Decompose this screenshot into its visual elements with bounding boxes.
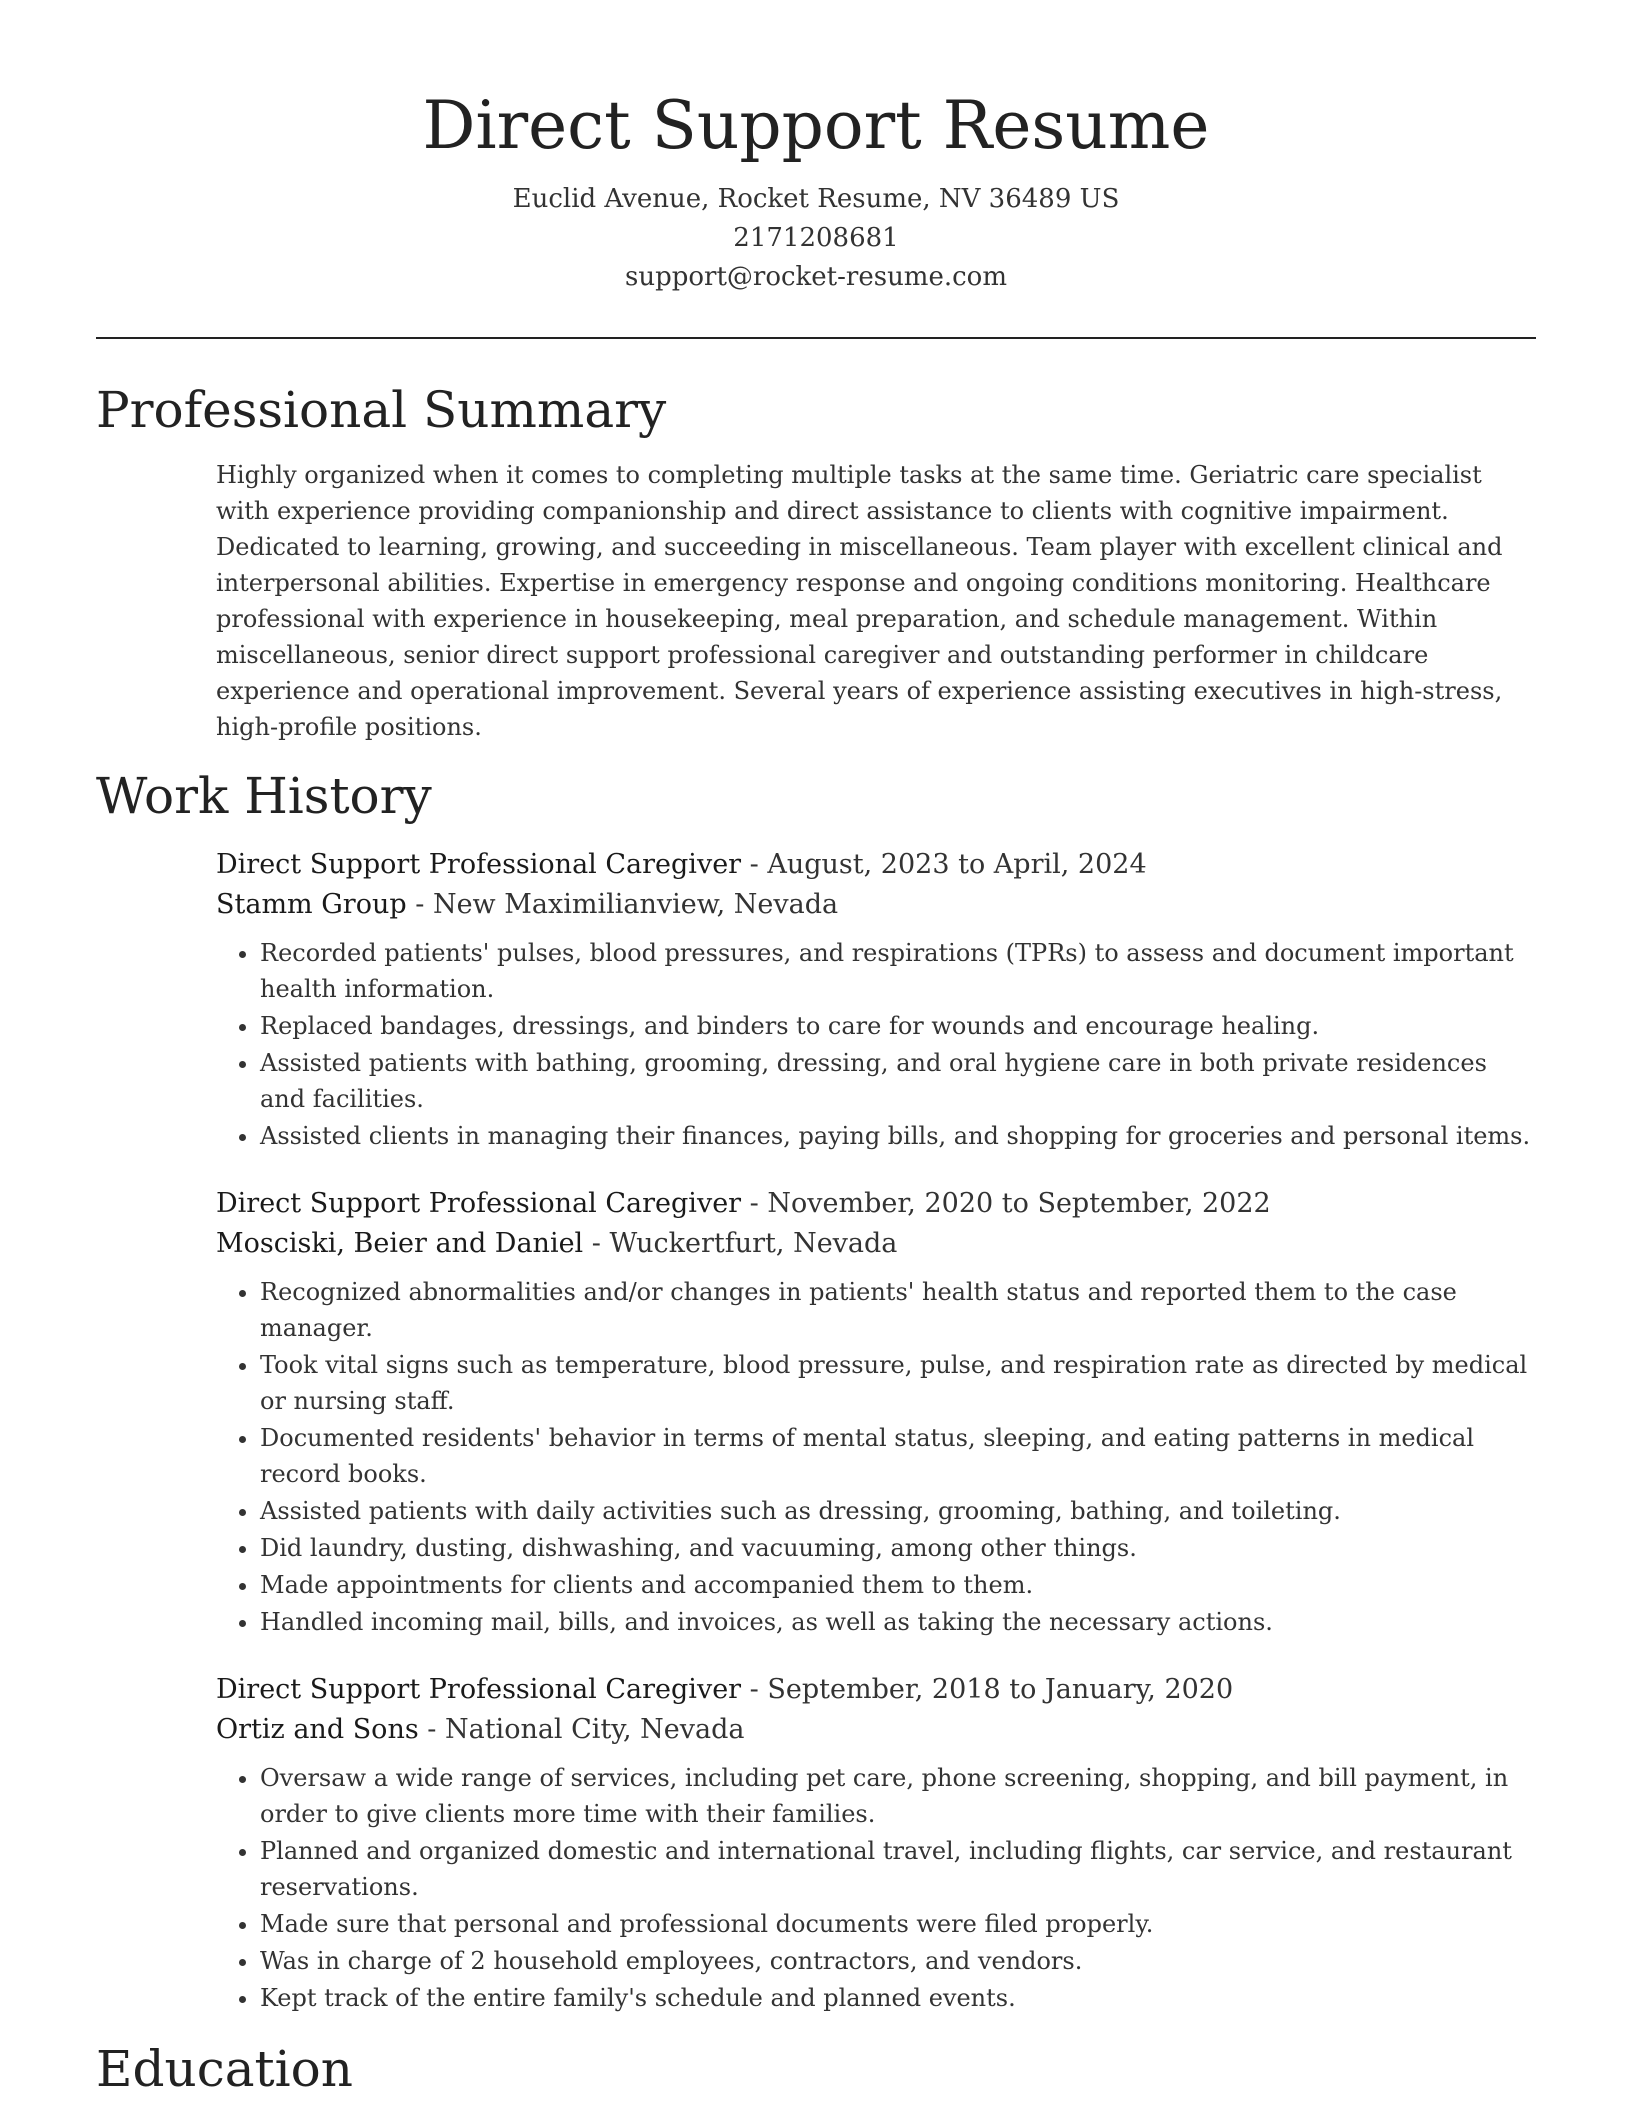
job-bullet: • Assisted patients with bathing, grooming, dressing, and oral hygiene care in both private residences and facilities. xyxy=(260,1045,1536,1117)
job-role: Direct Support Professional Caregiver xyxy=(216,1188,742,1219)
contact-address: Euclid Avenue, Rocket Resume, NV 36489 US xyxy=(512,184,1120,214)
job-bullet: • Oversaw a wide range of services, including pet care, phone screening, shopping, and bill payment, in order to give clients more time with their families. xyxy=(260,1760,1536,1832)
job-bullet: • Recognized abnormalities and/or changes in patients' health status and reported them to the case manager. xyxy=(260,1274,1536,1346)
job-separator: - xyxy=(583,1228,610,1259)
job-company: Stamm Group xyxy=(216,889,407,920)
job-bullet: • Planned and organized domestic and international travel, including flights, car service, and restaurant reservations. xyxy=(260,1833,1536,1905)
job-bullet: • Handled incoming mail, bills, and invoices, as well as taking the necessary actions. xyxy=(260,1604,1536,1640)
job-separator: - xyxy=(741,1674,768,1705)
job-bullets xyxy=(216,935,1536,1154)
job-location: New Maximilianview, Nevada xyxy=(432,889,839,920)
job-location: National City, Nevada xyxy=(444,1714,745,1745)
job-bullet: • Was in charge of 2 household employees, contractors, and vendors. xyxy=(260,1943,1536,1979)
job-bullet: • Replaced bandages, dressings, and binders to care for wounds and encourage healing. xyxy=(260,1008,1536,1044)
job-bullet: • Assisted clients in managing their finances, paying bills, and shopping for groceries and personal items. xyxy=(260,1118,1536,1154)
job-company-line xyxy=(216,1224,1536,1264)
job-bullets xyxy=(216,1760,1536,2016)
job-bullets xyxy=(216,1274,1536,1640)
contact-email: support@rocket-resume.com xyxy=(624,262,1007,292)
job-entry xyxy=(216,1184,1536,1640)
job-bullet: • Kept track of the entire family's schedule and planned events. xyxy=(260,1980,1536,2016)
job-separator: - xyxy=(406,889,433,920)
job-bullet: • Documented residents' behavior in terms of mental status, sleeping, and eating patterns in medical record books. xyxy=(260,1420,1536,1492)
header-divider xyxy=(96,337,1536,339)
resume-title: Direct Support Resume xyxy=(422,87,1210,164)
section-heading-work-history: Work History xyxy=(96,767,432,825)
job-bullet: • Made appointments for clients and accompanied them to them. xyxy=(260,1567,1536,1603)
job-dates: August, 2023 to April, 2024 xyxy=(767,849,1147,880)
job-company: Mosciski, Beier and Daniel xyxy=(216,1228,584,1259)
job-separator: - xyxy=(418,1714,445,1745)
job-entry xyxy=(216,845,1536,1154)
job-bullet: • Took vital signs such as temperature, blood pressure, pulse, and respiration rate as directed by medical or nursing staff. xyxy=(260,1347,1536,1419)
job-role: Direct Support Professional Caregiver xyxy=(216,1674,742,1705)
resume-page xyxy=(96,0,1536,2100)
summary-text: Highly organized when it comes to completing multiple tasks at the same time. Geriatric care specialist with experience providing companionship and direct assistance to clients with cognitive impairment. Dedicated to learning, growing, and succeeding in miscellaneous. Team player with excellent clinical and interpersonal abilities. Expertise in emergency response and ongoing conditions monitoring. Healthcare professional with experience in housekeeping, meal preparation, and schedule management. Within miscellaneous, senior direct support professional caregiver and outstanding performer in childcare experience and operational improvement. Several years of experience assisting executives in high-stress, high-profile positions. xyxy=(216,461,1503,741)
section-heading-summary: Professional Summary xyxy=(96,381,667,439)
job-entry xyxy=(216,1670,1536,2016)
job-bullet: • Made sure that personal and professional documents were filed properly. xyxy=(260,1906,1536,1942)
job-company: Ortiz and Sons xyxy=(216,1714,419,1745)
job-title-line xyxy=(216,1184,1536,1224)
job-bullet: • Assisted patients with daily activities such as dressing, grooming, bathing, and toileting. xyxy=(260,1493,1536,1529)
job-title-line xyxy=(216,845,1536,885)
job-separator: - xyxy=(741,1188,768,1219)
job-company-line xyxy=(216,885,1536,925)
job-dates: November, 2020 to September, 2022 xyxy=(767,1188,1271,1219)
job-title-line xyxy=(216,1670,1536,1710)
contact-block xyxy=(96,180,1536,297)
job-dates: September, 2018 to January, 2020 xyxy=(767,1674,1234,1705)
job-bullet: • Did laundry, dusting, dishwashing, and vacuuming, among other things. xyxy=(260,1530,1536,1566)
job-role: Direct Support Professional Caregiver xyxy=(216,849,742,880)
job-company-line xyxy=(216,1710,1536,1750)
job-separator: - xyxy=(741,849,768,880)
job-location: Wuckertfurt, Nevada xyxy=(609,1228,898,1259)
contact-phone: 2171208681 xyxy=(733,223,899,253)
section-heading-education: Education xyxy=(96,2040,353,2098)
job-bullet: • Recorded patients' pulses, blood pressures, and respirations (TPRs) to assess and document important health information. xyxy=(260,935,1536,1007)
work-history-list xyxy=(96,845,1536,2016)
